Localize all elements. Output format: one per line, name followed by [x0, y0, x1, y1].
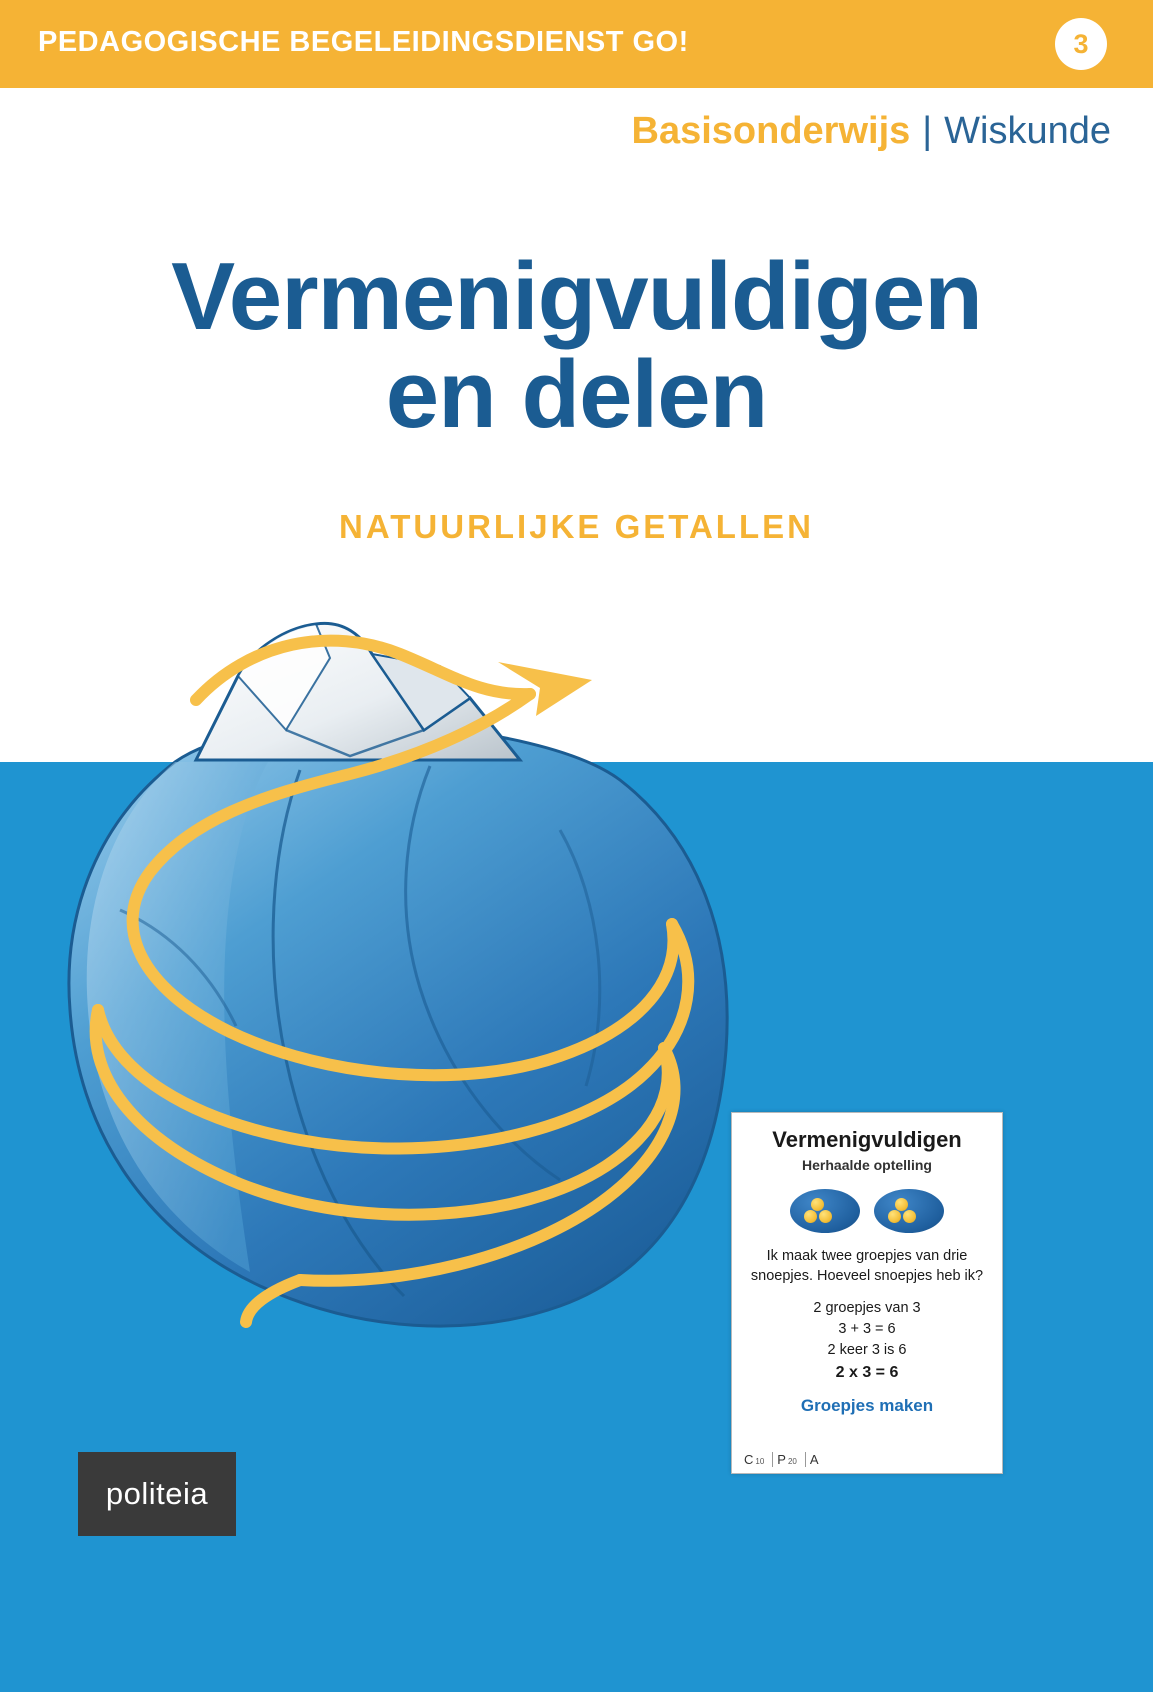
- subject-secondary: Wiskunde: [944, 110, 1111, 152]
- card-subtitle: Herhaalde optelling: [802, 1157, 932, 1173]
- card-illustration: [732, 1189, 1002, 1233]
- page-subtitle: NATUURLIJKE GETALLEN: [339, 508, 814, 545]
- cpa-letter: C: [744, 1452, 754, 1467]
- cpa-indicator: [740, 1452, 829, 1467]
- cpa-cell-a: [806, 1452, 829, 1467]
- candy-icon: [888, 1210, 901, 1223]
- publisher-logo: [78, 1452, 236, 1536]
- page-title: [0, 243, 1153, 448]
- page-title-line-1: Vermenigvuldigen: [171, 243, 982, 350]
- subject-line: [632, 110, 1111, 153]
- cpa-letter: P: [777, 1452, 786, 1467]
- page-title-line-2: en delen: [385, 340, 768, 448]
- card-step: 2 keer 3 is 6: [827, 1342, 907, 1359]
- cpa-cell-p: [773, 1452, 806, 1467]
- candy-icon: [895, 1198, 908, 1211]
- candy-icon: [903, 1210, 916, 1223]
- header-band-number: 3: [1055, 18, 1107, 70]
- header-band-title: PEDAGOGISCHE BEGELEIDINGSDIENST GO!: [38, 26, 689, 58]
- candy-icon: [811, 1198, 824, 1211]
- cpa-cell-c: [740, 1452, 773, 1467]
- card-steps: [732, 1298, 1002, 1384]
- candy-group-2: [874, 1189, 944, 1233]
- candy-icon: [819, 1210, 832, 1223]
- card-body-text: Ik maak twee groepjes van drie snoepjes. Hoeveel snoepjes heb ik?: [750, 1248, 984, 1284]
- card-step: 3 + 3 = 6: [838, 1321, 896, 1338]
- subject-separator: |: [922, 110, 933, 152]
- candy-group-1: [790, 1189, 860, 1233]
- card-step: 2 groepjes van 3: [813, 1300, 921, 1317]
- candy-icon: [804, 1210, 817, 1223]
- card-footer-label: Groepjes maken: [800, 1396, 934, 1416]
- cpa-number: 10: [755, 1457, 765, 1466]
- header-band: [0, 0, 1153, 88]
- card-result: 2 x 3 = 6: [835, 1364, 899, 1382]
- concept-card: [731, 1112, 1003, 1474]
- publisher-logo-text: politeia: [105, 1476, 209, 1511]
- cpa-number: 20: [787, 1457, 797, 1466]
- cpa-letter: A: [809, 1452, 819, 1467]
- card-title: Vermenigvuldigen: [772, 1127, 962, 1152]
- subject-primary: Basisonderwijs: [631, 110, 911, 152]
